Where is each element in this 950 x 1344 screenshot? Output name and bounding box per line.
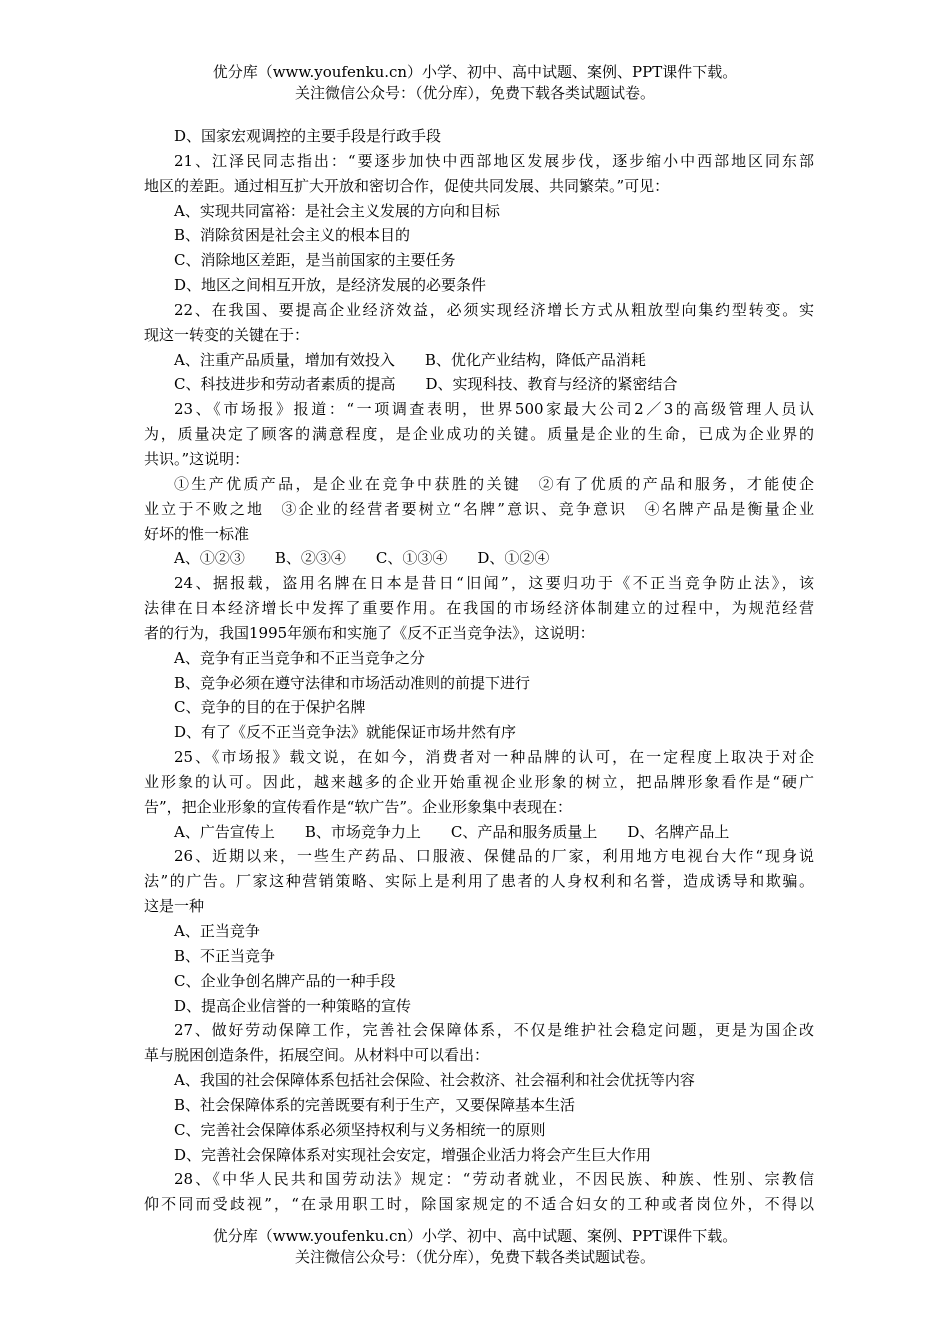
text-line: C、完善社会保障体系必须坚持权利与义务相统一的原则 — [174, 1120, 546, 1139]
text-line: 者的行为，我国1995年颁布和实施了《反不正当竞争法》，这说明： — [144, 623, 595, 642]
text-line: D、完善社会保障体系对实现社会安定，增强企业活力将会产生巨大作用 — [174, 1145, 652, 1164]
text-line: B、不正当竞争 — [174, 946, 276, 965]
text-line: ①生产优质产品，是企业在竞争中获胜的关键 ②有了优质的产品和服务，才能使企 — [174, 474, 814, 493]
header-line-2: 关注微信公众号：（优分库），免费下载各类试题试卷。 — [294, 84, 655, 102]
text-line: C、企业争创名牌产品的一种手段 — [174, 971, 396, 990]
text-line: D、国家宏观调控的主要手段是行政手段 — [174, 127, 442, 145]
text-line: C、竞争的目的在于保护名牌 — [174, 698, 366, 717]
text-line: 好坏的惟一标准 — [144, 524, 250, 543]
text-line: B、社会保障体系的完善既要有利于生产，又要保障基本生活 — [174, 1095, 576, 1114]
text-line: D、提高企业信誉的一种策略的宣传 — [174, 996, 412, 1015]
text-line: 28、《中华人民共和国劳动法》规定：“劳动者就业，不因民族、种族、性别、宗教信 — [174, 1170, 814, 1189]
text-line: 法”的广告。厂家这种营销策略、实际上是利用了患者的人身权利和名誉，造成诱导和欺骗。 — [144, 872, 814, 891]
text-line: 23、《市场报》报道：“一项调查表明，世界500家最大公司2／3的高级管理人员认 — [174, 400, 814, 419]
text-line: A、广告宣传上 B、市场竞争力上 C、产品和服务质量上 D、名牌产品上 — [174, 822, 730, 841]
text-line: 业形象的认可。因此，越来越多的企业开始重视企业形象的树立，把品牌形象看作是“硬广 — [144, 772, 814, 791]
text-line: C、消除地区差距，是当前国家的主要任务 — [174, 251, 456, 270]
text-line: D、地区之间相互开放，是经济发展的必要条件 — [174, 276, 487, 295]
text-line: 法律在日本经济增长中发挥了重要作用。在我国的市场经济体制建立的过程中，为规范经营 — [144, 599, 814, 618]
text-line: 为，质量决定了顾客的满意程度，是企业成功的关键。质量是企业的生命，已成为企业界的 — [144, 425, 814, 444]
text-line: D、有了《反不正当竞争法》就能保证市场井然有序 — [174, 723, 517, 742]
text-line: 业立于不败之地 ③企业的经营者要树立“名牌”意识、竞争意识 ④名牌产品是衡量企业 — [144, 499, 814, 518]
text-line: 25、《市场报》载文说，在如今，消费者对一种品牌的认可，在一定程度上取决于对企 — [174, 748, 814, 767]
text-line: 告”，把企业形象的宣传看作是“软广告”。企业形象集中表现在： — [144, 797, 573, 816]
text-line: A、注重产品质量，增加有效投入 B、优化产业结构，降低产品消耗 — [174, 350, 646, 369]
text-line: A、正当竞争 — [174, 922, 260, 940]
text-line: 革与脱困创造条件，拓展空间。从材料中可以看出： — [144, 1046, 490, 1065]
text-line: 21、江泽民同志指出：“要逐步加快中西部地区发展步伐，逐步缩小中西部地区同东部 — [174, 151, 814, 170]
text-line: 24、据报载，盗用名牌在日本是昔日“旧闻”，这要归功于《不正当竞争防止法》，该 — [174, 574, 814, 593]
text-line: 27、做好劳动保障工作，完善社会保障体系，不仅是维护社会稳定问题，更是为国企改 — [174, 1021, 814, 1040]
text-line: B、消除贫困是社会主义的根本目的 — [174, 226, 411, 245]
text-line: A、竞争有正当竞争和不正当竞争之分 — [174, 648, 425, 667]
text-line: C、科技进步和劳动者素质的提高 D、实现科技、教育与经济的紧密结合 — [174, 375, 678, 394]
header-line-1: 优分库（www.youfenku.cn）小学、初中、高中试题、案例、PPT课件下载。 — [212, 63, 738, 81]
text-line: 地区的差距。通过相互扩大开放和密切合作，促使共同发展、共同繁荣。”可见： — [144, 176, 670, 195]
text-line: A、①②③ B、②③④ C、①③④ D、①②④ — [174, 549, 550, 568]
page-header — [0, 62, 950, 104]
footer-line-2: 关注微信公众号：（优分库），免费下载各类试题试卷。 — [294, 1248, 655, 1266]
text-line: 仰不同而受歧视”，“在录用职工时，除国家规定的不适合妇女的工种或者岗位外，不得以 — [144, 1195, 814, 1214]
text-line: 共识。”这说明： — [144, 449, 250, 468]
text-line: A、实现共同富裕：是社会主义发展的方向和目标 — [174, 201, 500, 220]
text-line: 26、近期以来，一些生产药品、口服液、保健品的厂家，利用地方电视台大作“现身说 — [174, 847, 814, 866]
document-body — [144, 124, 814, 1217]
text-line: A、我国的社会保障体系包括社会保险、社会救济、社会福利和社会优抚等内容 — [174, 1071, 695, 1090]
text-line: 22、在我国、要提高企业经济效益，必须实现经济增长方式从粗放型向集约型转变。实 — [174, 300, 814, 319]
footer-line-1: 优分库（www.youfenku.cn）小学、初中、高中试题、案例、PPT课件下载。 — [212, 1227, 738, 1245]
text-line: B、竞争必须在遵守法律和市场活动准则的前提下进行 — [174, 673, 531, 692]
text-line: 这是一种 — [144, 897, 205, 916]
page-footer — [0, 1226, 950, 1268]
text-line: 现这一转变的关键在于： — [144, 325, 310, 344]
